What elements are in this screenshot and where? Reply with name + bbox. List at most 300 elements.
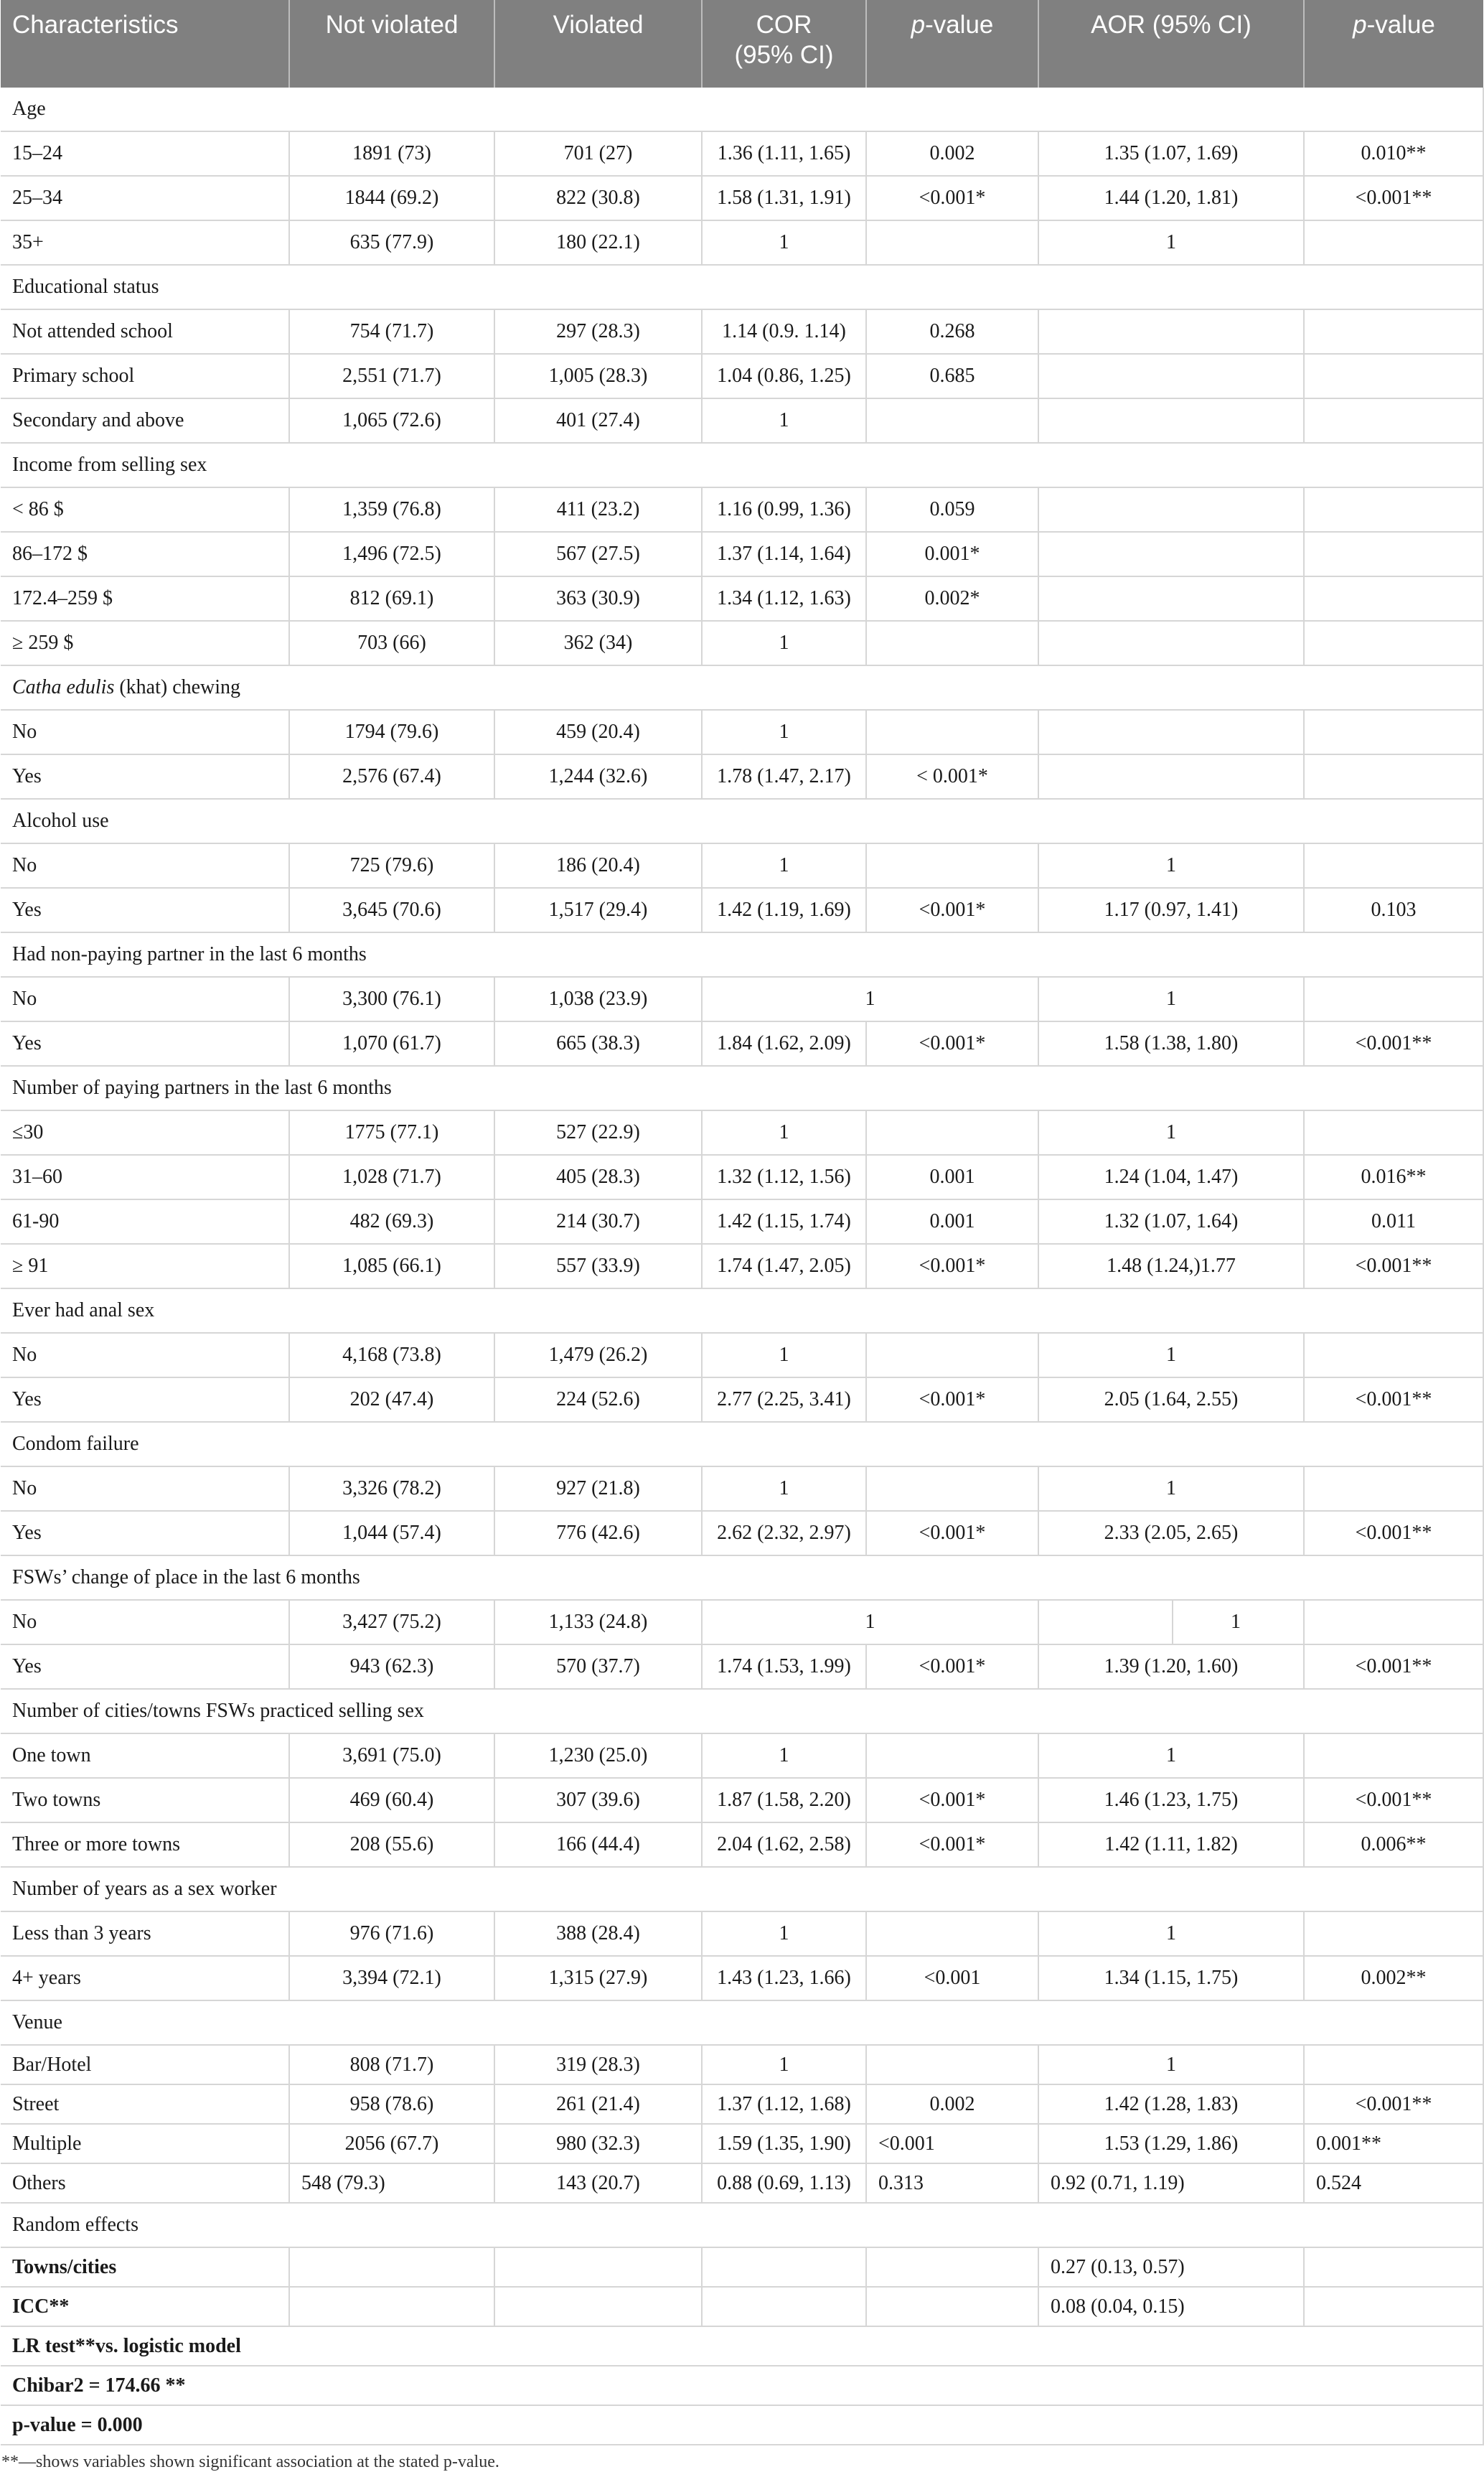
cell-aor: 1 bbox=[1038, 220, 1304, 265]
cell-aor: 1.42 (1.11, 1.82) bbox=[1038, 1822, 1304, 1867]
cell-aor-pvalue: 0.524 bbox=[1304, 2163, 1483, 2203]
cell-cor: 1.74 (1.47, 2.05) bbox=[702, 1244, 866, 1288]
cell-cor: 2.62 (2.32, 2.97) bbox=[702, 1511, 866, 1555]
section-header-row bbox=[1, 265, 1483, 309]
table-row bbox=[1, 309, 1483, 354]
cell-aor-pvalue bbox=[1304, 1466, 1483, 1511]
cell-aor: 1.58 (1.38, 1.80) bbox=[1038, 1021, 1304, 1066]
table-row bbox=[1, 1822, 1483, 1867]
cell-aor-pvalue: <0.001** bbox=[1304, 1021, 1483, 1066]
random-effects-value: 0.08 (0.04, 0.15) bbox=[1038, 2287, 1304, 2326]
cell-not-violated: 3,300 (76.1) bbox=[289, 977, 494, 1021]
cell-not-violated: 976 (71.6) bbox=[289, 1911, 494, 1956]
table-row bbox=[1, 1333, 1483, 1377]
table-row bbox=[1, 1377, 1483, 1422]
random-effects-label: ICC** bbox=[1, 2287, 289, 2326]
cell-cor-pvalue: <0.001* bbox=[866, 1021, 1038, 1066]
cell-violated: 214 (30.7) bbox=[494, 1199, 702, 1244]
cell-cor: 1.87 (1.58, 2.20) bbox=[702, 1778, 866, 1822]
table-row bbox=[1, 176, 1483, 220]
cell-aor: 2.05 (1.64, 2.55) bbox=[1038, 1377, 1304, 1422]
section-header-row bbox=[1, 2000, 1483, 2045]
cell-violated: 363 (30.9) bbox=[494, 576, 702, 621]
section-header-cell: FSWs’ change of place in the last 6 months bbox=[1, 1555, 1483, 1600]
cell-violated: 1,038 (23.9) bbox=[494, 977, 702, 1021]
cell-cor: 1.59 (1.35, 1.90) bbox=[702, 2124, 866, 2163]
cell-aor-pvalue bbox=[1304, 398, 1483, 443]
cell-aor-pvalue bbox=[1304, 1110, 1483, 1155]
cell-not-violated: 482 (69.3) bbox=[289, 1199, 494, 1244]
cell-cor: 1 bbox=[702, 710, 866, 754]
cell-characteristic: 31–60 bbox=[1, 1155, 289, 1199]
header-cor-line2: (95% CI) bbox=[734, 41, 834, 69]
cell-not-violated: 3,691 (75.0) bbox=[289, 1733, 494, 1778]
cell-cor-pvalue: 0.001* bbox=[866, 532, 1038, 576]
section-header-row bbox=[1, 1867, 1483, 1911]
cell-cor: 1.04 (0.86, 1.25) bbox=[702, 354, 866, 398]
cell-characteristic: Primary school bbox=[1, 354, 289, 398]
cell-aor-pvalue: <0.001** bbox=[1304, 1377, 1483, 1422]
cell-not-violated: 469 (60.4) bbox=[289, 1778, 494, 1822]
empty-cell bbox=[866, 2287, 1038, 2326]
cell-cor: 1.78 (1.47, 2.17) bbox=[702, 754, 866, 799]
section-header-cell bbox=[1, 665, 1483, 710]
cell-aor: 1 bbox=[1038, 1466, 1304, 1511]
empty-cell bbox=[289, 2247, 494, 2287]
cell-characteristic: ≥ 91 bbox=[1, 1244, 289, 1288]
cell-aor-pvalue bbox=[1304, 1600, 1483, 1644]
cell-cor: 1 bbox=[702, 1110, 866, 1155]
cell-violated: 822 (30.8) bbox=[494, 176, 702, 220]
cell-violated: 557 (33.9) bbox=[494, 1244, 702, 1288]
random-effects-row bbox=[1, 2287, 1483, 2326]
cell-aor: 1 bbox=[1038, 2045, 1304, 2084]
table-row bbox=[1, 1244, 1483, 1288]
table-row bbox=[1, 2084, 1483, 2124]
section-header-cell: Had non-paying partner in the last 6 months bbox=[1, 932, 1483, 977]
cell-cor-pvalue bbox=[866, 398, 1038, 443]
cell-characteristic: Others bbox=[1, 2163, 289, 2203]
header-not-violated: Not violated bbox=[289, 0, 494, 88]
cell-characteristic: 86–172 $ bbox=[1, 532, 289, 576]
cell-violated: 1,479 (26.2) bbox=[494, 1333, 702, 1377]
section-header-cell: Ever had anal sex bbox=[1, 1288, 1483, 1333]
cell-characteristic: No bbox=[1, 977, 289, 1021]
cell-cor-pvalue: <0.001* bbox=[866, 1377, 1038, 1422]
cell-aor-value: 1 bbox=[1231, 1611, 1241, 1633]
section-header-cell: Condom failure bbox=[1, 1422, 1483, 1466]
cell-violated: 701 (27) bbox=[494, 131, 702, 176]
cell-characteristic: No bbox=[1, 1466, 289, 1511]
cell-cor-pvalue: 0.685 bbox=[866, 354, 1038, 398]
cell-cor: 1.36 (1.11, 1.65) bbox=[702, 131, 866, 176]
section-header-row bbox=[1, 665, 1483, 710]
section-header-cell: Educational status bbox=[1, 265, 1483, 309]
cell-cor: 1 bbox=[702, 398, 866, 443]
cell-characteristic: < 86 $ bbox=[1, 487, 289, 532]
cell-not-violated: 958 (78.6) bbox=[289, 2084, 494, 2124]
cell-cor-pvalue: 0.001 bbox=[866, 1155, 1038, 1199]
table-row bbox=[1, 710, 1483, 754]
cell-not-violated: 2056 (67.7) bbox=[289, 2124, 494, 2163]
cell-characteristic: Less than 3 years bbox=[1, 1911, 289, 1956]
cell-characteristic: Yes bbox=[1, 1377, 289, 1422]
section-header-cell: Number of years as a sex worker bbox=[1, 1867, 1483, 1911]
cell-aor: 1.48 (1.24,)1.77 bbox=[1038, 1244, 1304, 1288]
cell-aor-pvalue bbox=[1304, 354, 1483, 398]
table-row bbox=[1, 1733, 1483, 1778]
cell-aor: 1 bbox=[1038, 1733, 1304, 1778]
cell-cor: 1.84 (1.62, 2.09) bbox=[702, 1021, 866, 1066]
cell-aor-pvalue bbox=[1304, 1333, 1483, 1377]
cell-aor-pvalue bbox=[1304, 2045, 1483, 2084]
header-cor-line1: COR bbox=[756, 11, 812, 39]
cell-violated: 459 (20.4) bbox=[494, 710, 702, 754]
cell-aor: 1.34 (1.15, 1.75) bbox=[1038, 1956, 1304, 2000]
cell-not-violated: 3,645 (70.6) bbox=[289, 888, 494, 932]
cell-characteristic: 35+ bbox=[1, 220, 289, 265]
table-row bbox=[1, 2163, 1483, 2203]
cell-not-violated: 1,028 (71.7) bbox=[289, 1155, 494, 1199]
cell-violated: 261 (21.4) bbox=[494, 2084, 702, 2124]
cell-aor bbox=[1038, 621, 1304, 665]
table-row bbox=[1, 1155, 1483, 1199]
table-row bbox=[1, 220, 1483, 265]
table-row bbox=[1, 1199, 1483, 1244]
empty-cell bbox=[494, 2247, 702, 2287]
cell-aor-pvalue bbox=[1304, 977, 1483, 1021]
cell-cor: 1.42 (1.15, 1.74) bbox=[702, 1199, 866, 1244]
cell-aor-pvalue: 0.016** bbox=[1304, 1155, 1483, 1199]
cell-not-violated: 635 (77.9) bbox=[289, 220, 494, 265]
section-header-row bbox=[1, 1422, 1483, 1466]
table-row bbox=[1, 2124, 1483, 2163]
section-header-row bbox=[1, 1689, 1483, 1733]
cell-violated: 143 (20.7) bbox=[494, 2163, 702, 2203]
cell-aor: 1.24 (1.04, 1.47) bbox=[1038, 1155, 1304, 1199]
cell-characteristic: 15–24 bbox=[1, 131, 289, 176]
cell-characteristic: ≥ 259 $ bbox=[1, 621, 289, 665]
cell-violated: 411 (23.2) bbox=[494, 487, 702, 532]
cell-not-violated: 1775 (77.1) bbox=[289, 1110, 494, 1155]
cell-cor-pvalue bbox=[866, 1466, 1038, 1511]
cell-aor bbox=[1038, 398, 1304, 443]
table-row bbox=[1, 1466, 1483, 1511]
cell-aor bbox=[1038, 576, 1304, 621]
empty-cell bbox=[702, 2287, 866, 2326]
cell-aor-pvalue: 0.002** bbox=[1304, 1956, 1483, 2000]
section-header-cell: Income from selling sex bbox=[1, 443, 1483, 487]
table-row bbox=[1, 977, 1483, 1021]
cell-violated: 567 (27.5) bbox=[494, 532, 702, 576]
header-cor bbox=[702, 0, 866, 88]
cell-cor: 1.34 (1.12, 1.63) bbox=[702, 576, 866, 621]
cell-aor bbox=[1038, 309, 1304, 354]
chibar-row-cell: Chibar2 = 174.66 ** bbox=[1, 2366, 1483, 2405]
cell-aor bbox=[1038, 1600, 1304, 1644]
cell-violated: 180 (22.1) bbox=[494, 220, 702, 265]
cell-not-violated: 812 (69.1) bbox=[289, 576, 494, 621]
cell-aor bbox=[1038, 354, 1304, 398]
cell-aor: 1.42 (1.28, 1.83) bbox=[1038, 2084, 1304, 2124]
header-pvalue bbox=[866, 0, 1038, 88]
section-label-italic: Catha edulis bbox=[12, 676, 115, 698]
cell-violated: 1,315 (27.9) bbox=[494, 1956, 702, 2000]
cell-cor: 1.14 (0.9. 1.14) bbox=[702, 309, 866, 354]
cell-characteristic: 61-90 bbox=[1, 1199, 289, 1244]
cell-characteristic: 172.4–259 $ bbox=[1, 576, 289, 621]
cell-cor: 1 bbox=[702, 1333, 866, 1377]
section-header-row bbox=[1, 799, 1483, 843]
section-header-row bbox=[1, 932, 1483, 977]
cell-not-violated: 1844 (69.2) bbox=[289, 176, 494, 220]
header-pvalue2-rest: -value bbox=[1366, 11, 1435, 39]
section-header-row bbox=[1, 443, 1483, 487]
cell-cor-pvalue bbox=[866, 1333, 1038, 1377]
empty-cell bbox=[494, 2287, 702, 2326]
section-header-row bbox=[1, 1066, 1483, 1110]
cell-violated: 401 (27.4) bbox=[494, 398, 702, 443]
cell-cor-pvalue: 0.002 bbox=[866, 2084, 1038, 2124]
cell-aor-pvalue: 0.006** bbox=[1304, 1822, 1483, 1867]
table-row bbox=[1, 576, 1483, 621]
cell-not-violated: 2,576 (67.4) bbox=[289, 754, 494, 799]
section-header-row bbox=[1, 1555, 1483, 1600]
cell-violated: 362 (34) bbox=[494, 621, 702, 665]
cell-violated: 388 (28.4) bbox=[494, 1911, 702, 1956]
cell-cor: 1.42 (1.19, 1.69) bbox=[702, 888, 866, 932]
cell-aor-pvalue bbox=[1304, 220, 1483, 265]
cell-characteristic: Yes bbox=[1, 888, 289, 932]
cell-not-violated: 2,551 (71.7) bbox=[289, 354, 494, 398]
cell-violated: 1,244 (32.6) bbox=[494, 754, 702, 799]
cell-cor-pvalue: 0.001 bbox=[866, 1199, 1038, 1244]
empty-cell bbox=[1304, 2287, 1483, 2326]
cell-characteristic: No bbox=[1, 1600, 289, 1644]
cell-cor-pvalue bbox=[866, 2045, 1038, 2084]
cell-aor-pvalue bbox=[1304, 754, 1483, 799]
random-effects-row bbox=[1, 2247, 1483, 2287]
cell-cor: 1 bbox=[702, 220, 866, 265]
random-effects-label: Towns/cities bbox=[1, 2247, 289, 2287]
header-violated: Violated bbox=[494, 0, 702, 88]
table-row bbox=[1, 487, 1483, 532]
cell-cor: 0.88 (0.69, 1.13) bbox=[702, 2163, 866, 2203]
cell-violated: 1,230 (25.0) bbox=[494, 1733, 702, 1778]
section-header-cell: Venue bbox=[1, 2000, 1483, 2045]
table-row bbox=[1, 1110, 1483, 1155]
cell-cor: 2.04 (1.62, 2.58) bbox=[702, 1822, 866, 1867]
cell-violated: 776 (42.6) bbox=[494, 1511, 702, 1555]
cell-cor-pvalue: <0.001* bbox=[866, 176, 1038, 220]
cell-not-violated: 754 (71.7) bbox=[289, 309, 494, 354]
cell-aor: 1.17 (0.97, 1.41) bbox=[1038, 888, 1304, 932]
section-header-row bbox=[1, 2203, 1483, 2247]
cell-not-violated: 1794 (79.6) bbox=[289, 710, 494, 754]
cell-cor-pvalue bbox=[866, 843, 1038, 888]
cell-cor-pvalue: 0.059 bbox=[866, 487, 1038, 532]
empty-cell bbox=[866, 2247, 1038, 2287]
cell-cor-pvalue bbox=[866, 710, 1038, 754]
cell-aor-pvalue bbox=[1304, 1733, 1483, 1778]
cell-characteristic: 25–34 bbox=[1, 176, 289, 220]
table-row bbox=[1, 843, 1483, 888]
cell-violated: 570 (37.7) bbox=[494, 1644, 702, 1689]
cell-violated: 665 (38.3) bbox=[494, 1021, 702, 1066]
cell-aor: 1 bbox=[1038, 843, 1304, 888]
cell-violated: 927 (21.8) bbox=[494, 1466, 702, 1511]
cell-cor-pvalue bbox=[866, 1733, 1038, 1778]
cell-characteristic: ≤30 bbox=[1, 1110, 289, 1155]
cell-not-violated: 703 (66) bbox=[289, 621, 494, 665]
table-row bbox=[1, 131, 1483, 176]
cell-cor: 2.77 (2.25, 3.41) bbox=[702, 1377, 866, 1422]
header-pvalue-rest: -value bbox=[925, 11, 994, 39]
cell-characteristic: Street bbox=[1, 2084, 289, 2124]
header-aor: AOR (95% CI) bbox=[1038, 0, 1304, 88]
cell-not-violated: 1,496 (72.5) bbox=[289, 532, 494, 576]
cell-characteristic: One town bbox=[1, 1733, 289, 1778]
cell-cor: 1 bbox=[702, 2045, 866, 2084]
cell-aor-pvalue bbox=[1304, 1911, 1483, 1956]
results-table bbox=[1, 0, 1484, 2445]
cell-not-violated: 1,065 (72.6) bbox=[289, 398, 494, 443]
cell-characteristic: Multiple bbox=[1, 2124, 289, 2163]
cell-not-violated: 1,359 (76.8) bbox=[289, 487, 494, 532]
cell-aor bbox=[1038, 532, 1304, 576]
cell-not-violated: 1,070 (61.7) bbox=[289, 1021, 494, 1066]
cell-aor-pvalue: 0.103 bbox=[1304, 888, 1483, 932]
empty-cell bbox=[702, 2247, 866, 2287]
table-row bbox=[1, 1956, 1483, 2000]
empty-cell bbox=[1304, 2247, 1483, 2287]
cell-aor-pvalue: <0.001** bbox=[1304, 176, 1483, 220]
cell-characteristic: Not attended school bbox=[1, 309, 289, 354]
cell-aor-pvalue: 0.001** bbox=[1304, 2124, 1483, 2163]
cell-characteristic: Secondary and above bbox=[1, 398, 289, 443]
cell-cor: 1 bbox=[702, 1466, 866, 1511]
table-row bbox=[1, 1644, 1483, 1689]
cell-aor: 1 bbox=[1038, 1110, 1304, 1155]
cell-cor: 1 bbox=[702, 1733, 866, 1778]
cell-cor: 1.16 (0.99, 1.36) bbox=[702, 487, 866, 532]
cell-aor bbox=[1038, 710, 1304, 754]
cell-aor-pvalue bbox=[1304, 576, 1483, 621]
cell-cor: 1 bbox=[702, 621, 866, 665]
cell-cor: 1.58 (1.31, 1.91) bbox=[702, 176, 866, 220]
table-row bbox=[1, 888, 1483, 932]
cell-characteristic: Two towns bbox=[1, 1778, 289, 1822]
cell-aor-pvalue: <0.001** bbox=[1304, 1778, 1483, 1822]
cell-cor-pvalue bbox=[866, 1911, 1038, 1956]
cell-violated: 1,517 (29.4) bbox=[494, 888, 702, 932]
cell-aor: 2.33 (2.05, 2.65) bbox=[1038, 1511, 1304, 1555]
lr-test-row bbox=[1, 2326, 1483, 2366]
cell-aor: 1.35 (1.07, 1.69) bbox=[1038, 131, 1304, 176]
section-label: (khat) chewing bbox=[114, 676, 241, 698]
cell-cor-pvalue: <0.001* bbox=[866, 1822, 1038, 1867]
cell-cor: 1 bbox=[702, 843, 866, 888]
empty-cell bbox=[289, 2287, 494, 2326]
cell-aor: 1 bbox=[1038, 1911, 1304, 1956]
cell-cor-pvalue: 0.268 bbox=[866, 309, 1038, 354]
cell-aor-pvalue: <0.001** bbox=[1304, 1644, 1483, 1689]
section-header-row bbox=[1, 88, 1483, 131]
cell-not-violated: 4,168 (73.8) bbox=[289, 1333, 494, 1377]
header-characteristics: Characteristics bbox=[1, 0, 289, 88]
cell-cor: 1 bbox=[702, 1600, 1038, 1644]
cell-cor: 1.74 (1.53, 1.99) bbox=[702, 1644, 866, 1689]
cell-cor-pvalue bbox=[866, 621, 1038, 665]
cell-cor-pvalue: <0.001* bbox=[866, 888, 1038, 932]
cell-aor-pvalue bbox=[1304, 843, 1483, 888]
cell-cor: 1.32 (1.12, 1.56) bbox=[702, 1155, 866, 1199]
cell-not-violated: 725 (79.6) bbox=[289, 843, 494, 888]
cell-violated: 527 (22.9) bbox=[494, 1110, 702, 1155]
cell-cor: 1 bbox=[702, 977, 1038, 1021]
table-footnote: **—shows variables shown significant association at the stated p-value. bbox=[1, 2453, 499, 2471]
cell-violated: 186 (20.4) bbox=[494, 843, 702, 888]
chibar-row bbox=[1, 2366, 1483, 2405]
cell-cor: 1.37 (1.14, 1.64) bbox=[702, 532, 866, 576]
cell-aor: 1.44 (1.20, 1.81) bbox=[1038, 176, 1304, 220]
cell-cor-pvalue: <0.001* bbox=[866, 1244, 1038, 1288]
cell-aor-pvalue bbox=[1304, 532, 1483, 576]
cell-violated: 297 (28.3) bbox=[494, 309, 702, 354]
cell-aor-pvalue: 0.010** bbox=[1304, 131, 1483, 176]
cell-aor-pvalue bbox=[1304, 309, 1483, 354]
table-row bbox=[1, 1511, 1483, 1555]
section-header-cell: Age bbox=[1, 88, 1483, 131]
cell-characteristic: No bbox=[1, 1333, 289, 1377]
table-row bbox=[1, 1778, 1483, 1822]
cell-not-violated: 208 (55.6) bbox=[289, 1822, 494, 1867]
cell-not-violated: 1,044 (57.4) bbox=[289, 1511, 494, 1555]
section-header-row bbox=[1, 1288, 1483, 1333]
cell-violated: 307 (39.6) bbox=[494, 1778, 702, 1822]
table-row bbox=[1, 532, 1483, 576]
section-header-cell: Random effects bbox=[1, 2203, 1483, 2247]
cell-violated: 166 (44.4) bbox=[494, 1822, 702, 1867]
cell-aor: 1.46 (1.23, 1.75) bbox=[1038, 1778, 1304, 1822]
cell-cor-pvalue: 0.002* bbox=[866, 576, 1038, 621]
table-row bbox=[1, 754, 1483, 799]
cell-aor bbox=[1038, 487, 1304, 532]
section-header-cell: Number of cities/towns FSWs practiced selling sex bbox=[1, 1689, 1483, 1733]
cell-not-violated: 3,394 (72.1) bbox=[289, 1956, 494, 2000]
cell-characteristic: Yes bbox=[1, 1511, 289, 1555]
cell-not-violated: 1,085 (66.1) bbox=[289, 1244, 494, 1288]
cell-characteristic: Three or more towns bbox=[1, 1822, 289, 1867]
cell-aor-pvalue bbox=[1304, 621, 1483, 665]
cell-not-violated: 3,427 (75.2) bbox=[289, 1600, 494, 1644]
cell-characteristic: No bbox=[1, 710, 289, 754]
cell-characteristic: No bbox=[1, 843, 289, 888]
table-body bbox=[1, 88, 1483, 2445]
cell-characteristic: Yes bbox=[1, 754, 289, 799]
table-row bbox=[1, 621, 1483, 665]
cell-cor-pvalue: <0.001 bbox=[866, 1956, 1038, 2000]
table-header-row bbox=[1, 0, 1483, 88]
cell-not-violated: 548 (79.3) bbox=[289, 2163, 494, 2203]
cell-aor-pvalue: 0.011 bbox=[1304, 1199, 1483, 1244]
cell-cor: 1.37 (1.12, 1.68) bbox=[702, 2084, 866, 2124]
cell-cor: 1.43 (1.23, 1.66) bbox=[702, 1956, 866, 2000]
cell-aor-pvalue: <0.001** bbox=[1304, 2084, 1483, 2124]
lr-test-row-cell: LR test**vs. logistic model bbox=[1, 2326, 1483, 2366]
model-pvalue-row bbox=[1, 2405, 1483, 2445]
cell-cor-pvalue bbox=[866, 1110, 1038, 1155]
